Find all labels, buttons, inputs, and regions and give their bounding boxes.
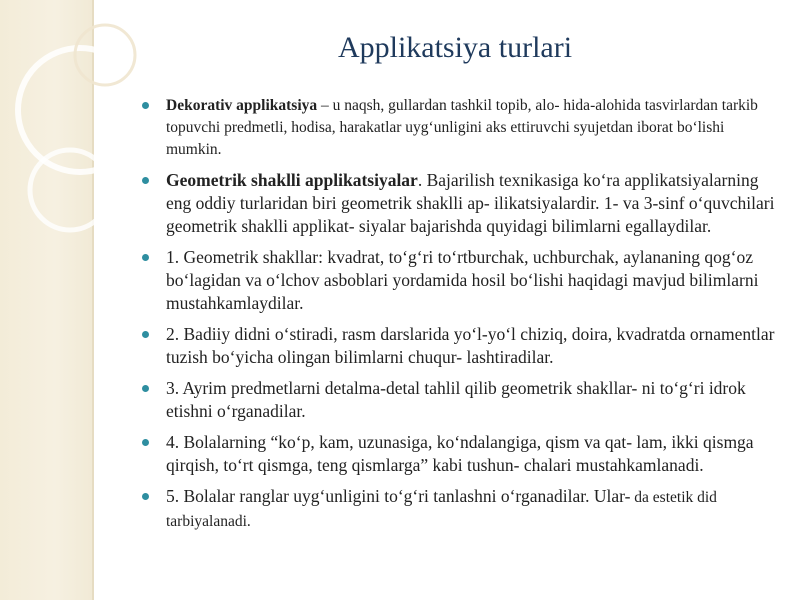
list-item xyxy=(140,95,780,161)
bullet-dot-icon xyxy=(142,385,149,392)
item-text: 2. Badiiy didni o‘stiradi, rasm darslarida yo‘l-yo‘l chiziq, doira, kvadratda ornamentlar tuzish bo‘yicha olingan bilimlarni chuqur- lashtiradilar. xyxy=(166,324,775,367)
item-text: 1. Geometrik shakllar: kvadrat, to‘g‘ri to‘rtburchak, uchburchak, aylananing qog‘oz bo‘lagidan va o‘lchov asboblari yordamida hosil bo‘lishi haqidagi mavjud bilimlarni mustahkamlaydilar. xyxy=(166,247,759,313)
item-text: 3. Ayrim predmetlarni detalma-detal tahlil qilib geometrik shakllar- ni to‘g‘ri idrok etishni o‘rganadilar. xyxy=(166,378,746,421)
bullet-dot-icon xyxy=(142,493,149,500)
list-item xyxy=(140,246,780,315)
item-text: . Bajarilish texnikasiga ko‘ra applikatsiyalarning eng oddiy turlaridan biri geometrik shaklli ap- ilikatsiyalardir. 1- va 3-sinf o‘quvchilari geometrik shaklli applikat- siyalar bajarishda quyidagi bilimlarni egallaydilar. xyxy=(166,170,775,236)
item-bold-term: Dekorativ applikatsiya xyxy=(166,97,318,114)
bullet-dot-icon xyxy=(142,331,149,338)
item-bold-term: Geometrik shaklli applikatsiyalar xyxy=(166,170,418,190)
slide-title: Applikatsiya turlari xyxy=(337,31,573,64)
item-text: – u naqsh, gullardan tashkil topib, alo- hida-alohida tasvirlardan tarkib topuvchi predmetli, hodisa, harakatlar uyg‘unligini aks ettiruvchi syujetdan iborat bo‘lishi mumkin. xyxy=(166,97,758,158)
list-item xyxy=(140,169,780,238)
bullet-dot-icon xyxy=(142,254,149,261)
item-text-tail: da estetik did tarbiyalanadi. xyxy=(166,489,717,530)
list-item xyxy=(140,323,780,369)
decorative-circles-graphic xyxy=(0,0,160,260)
bullet-list xyxy=(140,95,780,541)
item-text: 4. Bolalarning “ko‘p, kam, uzunasiga, ko‘ndalangiga, qism va qat- lam, ikki qismga qirqish, to‘rt qismga, teng qismlarga” kabi tushun- chalari mustahkamlanadi. xyxy=(166,432,754,475)
bullet-dot-icon xyxy=(142,177,149,184)
bullet-dot-icon xyxy=(142,102,149,109)
list-item xyxy=(140,485,780,533)
list-item xyxy=(140,431,780,477)
bullet-dot-icon xyxy=(142,439,149,446)
list-item xyxy=(140,377,780,423)
item-text: 5. Bolalar ranglar uyg‘unligini to‘g‘ri tanlashni o‘rganadilar. Ular- xyxy=(166,486,631,506)
